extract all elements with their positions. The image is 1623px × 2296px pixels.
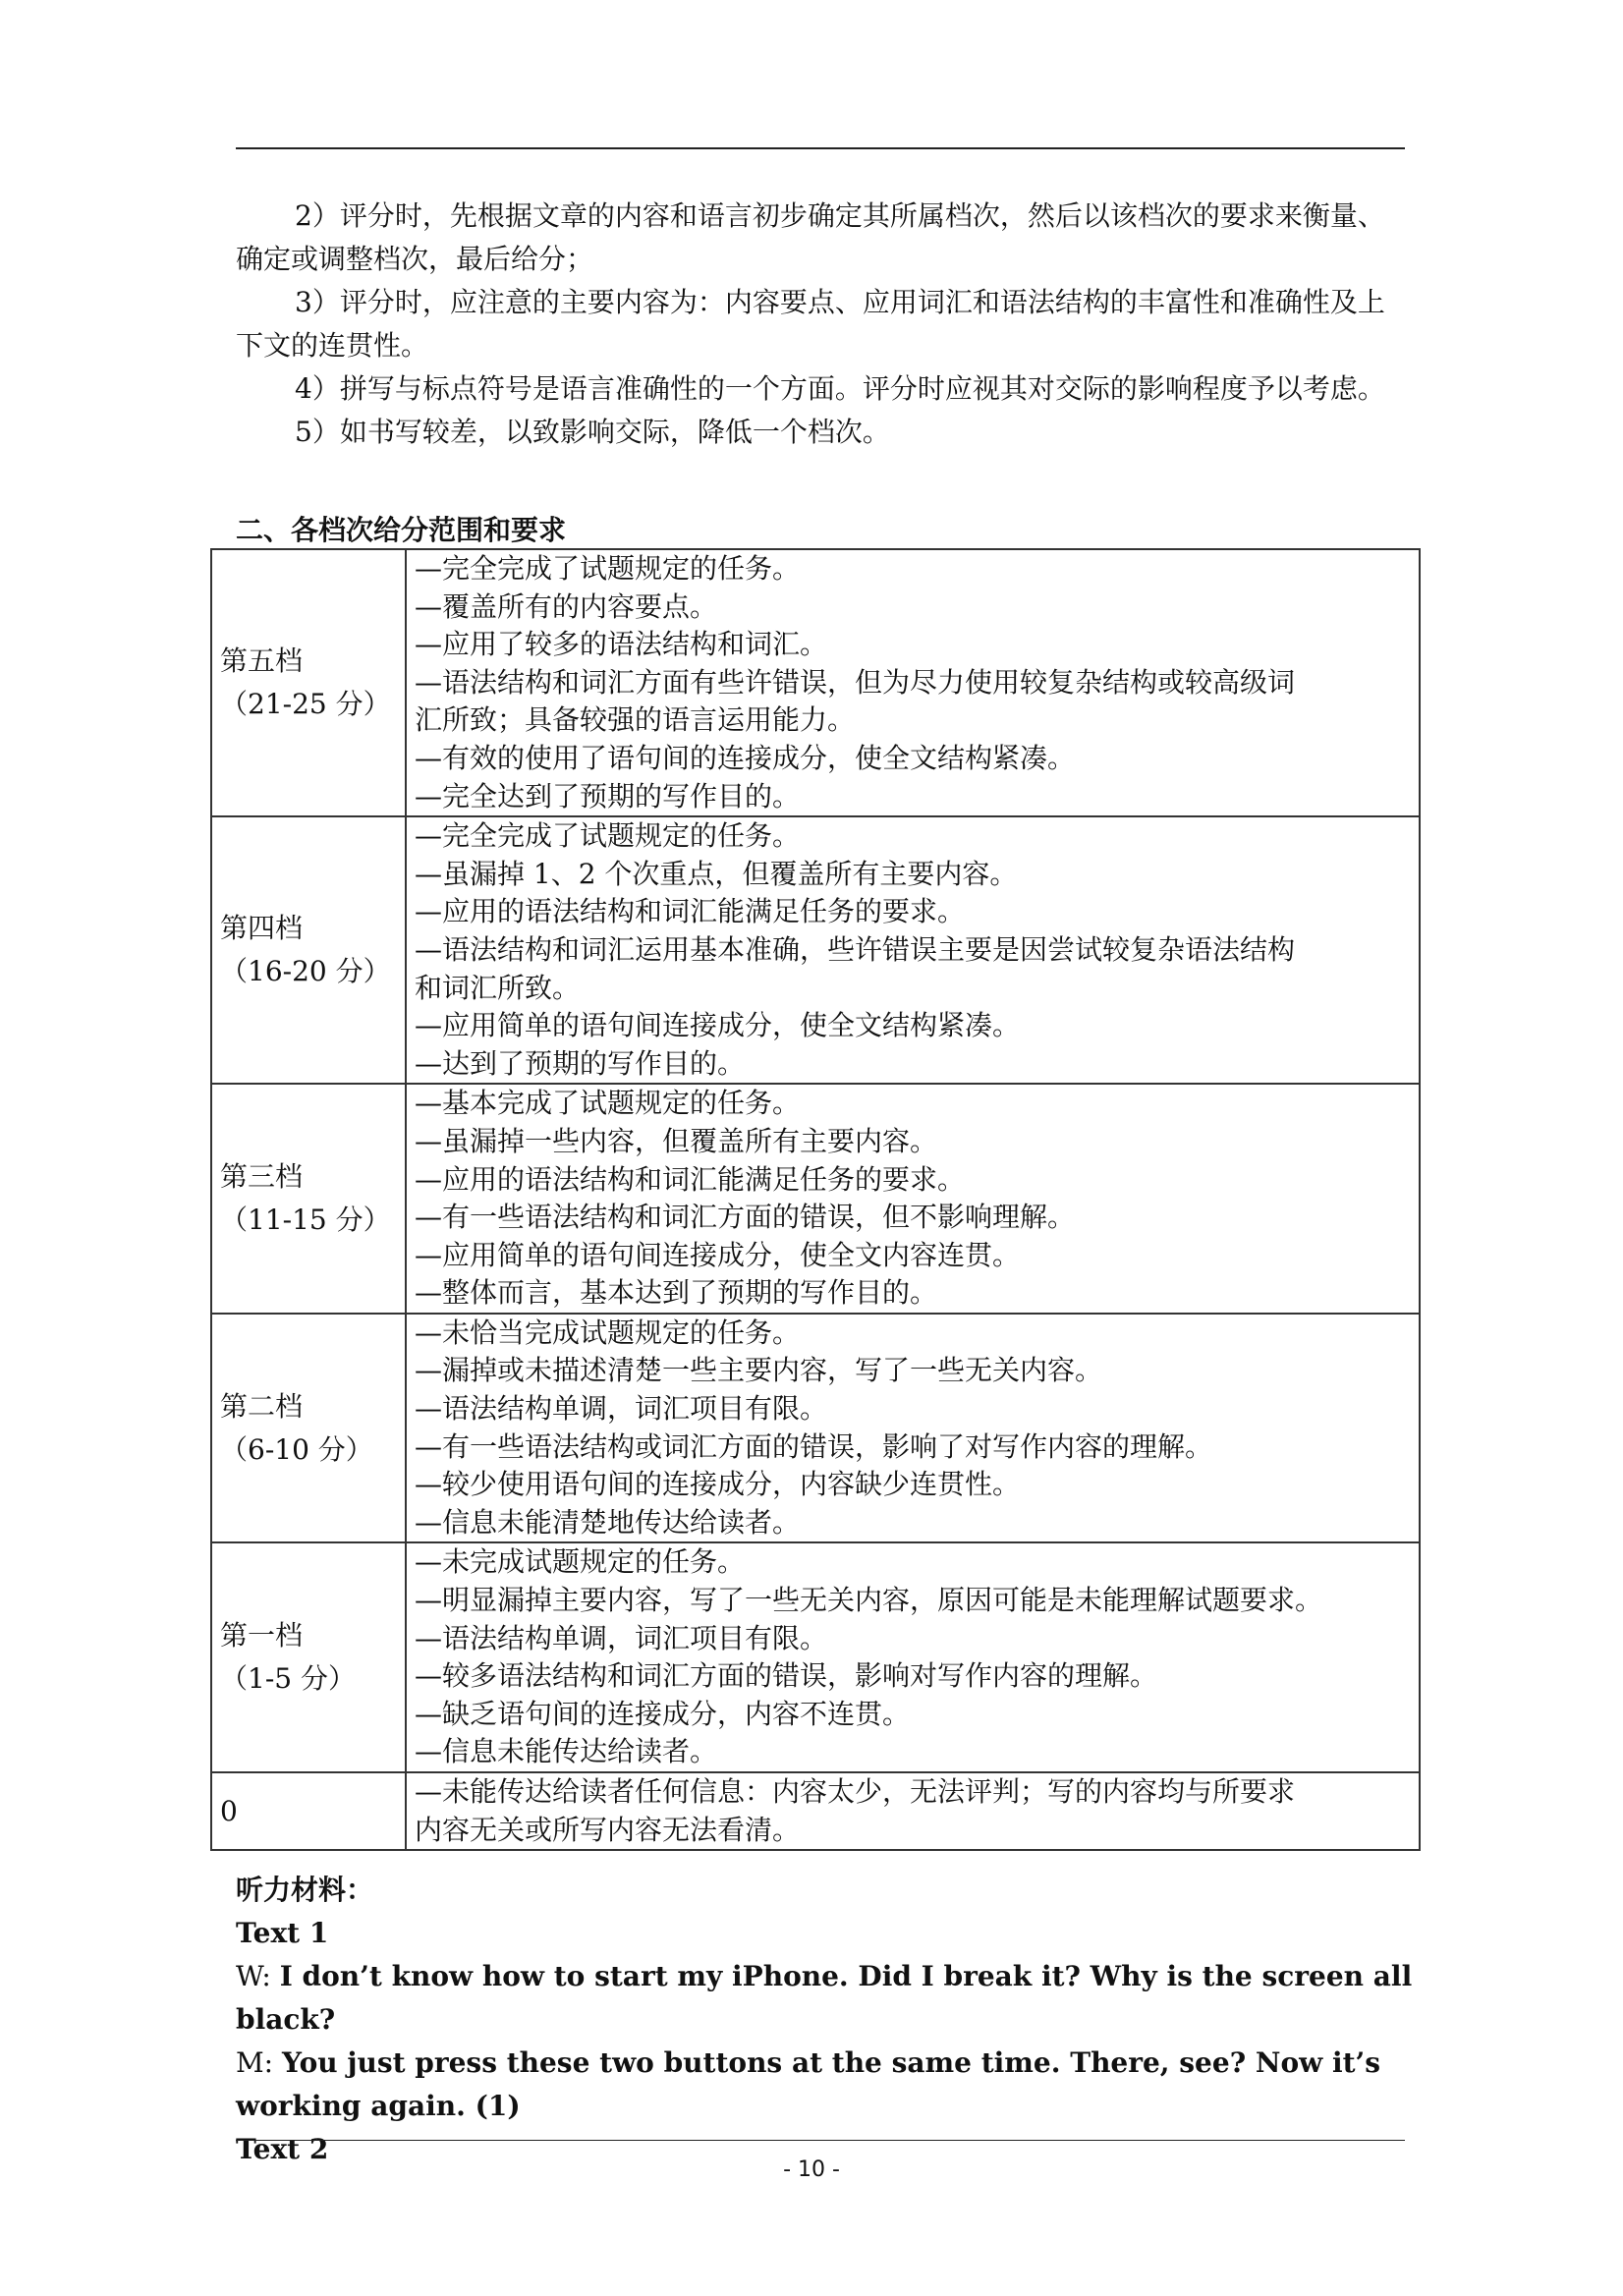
grade-row xyxy=(211,1314,1420,1543)
grade-level: 第四档 xyxy=(220,912,304,945)
grade-level-cell xyxy=(211,816,406,1084)
header-rule xyxy=(236,147,1405,149)
grade-row xyxy=(211,1084,1420,1314)
criteria-line: —应用的语法结构和词汇能满足任务的要求。 xyxy=(415,895,966,928)
criteria-line: —未恰当完成试题规定的任务。 xyxy=(415,1316,801,1349)
dialogue-line-m xyxy=(236,2042,1415,2128)
criteria-line: 和词汇所致。 xyxy=(415,971,581,1004)
criteria-line: —语法结构和词汇运用基本准确，些许错误主要是因尝试较复杂语法结构 xyxy=(415,932,1296,966)
grade-criteria-cell xyxy=(406,549,1420,816)
page-number: - 10 - xyxy=(783,2157,840,2182)
scoring-rules xyxy=(236,195,1405,454)
rule-5: 5）如书写较差，以致影响交际，降低一个档次。 xyxy=(295,416,890,448)
line-m-text: You just press these two buttons at the same time. There, see? Now it’s working again. (1) xyxy=(236,2046,1381,2122)
grade-level-cell xyxy=(211,1542,406,1772)
criteria-line: —信息未能传达给读者。 xyxy=(415,1735,718,1768)
criteria-line: —有一些语法结构或词汇方面的错误，影响了对写作内容的理解。 xyxy=(415,1429,1213,1463)
line-w-text: I don’t know how to start my iPhone. Did I break it? Why is the screen all black? xyxy=(236,1960,1413,2036)
footer-rule xyxy=(236,2140,1405,2141)
grade-range: （21-25 分） xyxy=(220,688,391,721)
criteria-line: —语法结构单调，词汇项目有限。 xyxy=(415,1392,828,1426)
criteria-line: —达到了预期的写作目的。 xyxy=(415,1046,746,1080)
rule-4: 4）拼写与标点符号是语言准确性的一个方面。评分时应视其对交际的影响程度予以考虑。 xyxy=(295,372,1385,405)
grade-level: 第五档 xyxy=(220,644,304,678)
grade-level-cell xyxy=(211,549,406,816)
criteria-line: —完全完成了试题规定的任务。 xyxy=(415,552,801,585)
criteria-line: —基本完成了试题规定的任务。 xyxy=(415,1087,801,1120)
grade-criteria-cell xyxy=(406,1772,1420,1850)
grade-level: 0 xyxy=(220,1794,238,1827)
criteria-line: 汇所致；具备较强的语言运用能力。 xyxy=(415,703,856,737)
dialogue-line-w xyxy=(236,1955,1415,2042)
criteria-line: —漏掉或未描述清楚一些主要内容，写了一些无关内容。 xyxy=(415,1354,1103,1387)
criteria-line: —应用的语法结构和词汇能满足任务的要求。 xyxy=(415,1162,966,1196)
grade-row xyxy=(211,816,1420,1084)
grade-level: 第二档 xyxy=(220,1389,304,1423)
criteria-line: —应用简单的语句间连接成分，使全文结构紧凑。 xyxy=(415,1009,1021,1042)
grade-criteria-cell xyxy=(406,816,1420,1084)
criteria-line: —应用简单的语句间连接成分，使全文内容连贯。 xyxy=(415,1238,1021,1271)
criteria-line: —虽漏掉一些内容，但覆盖所有主要内容。 xyxy=(415,1124,938,1157)
text1-label: Text 1 xyxy=(236,1917,329,1949)
grade-level: 第一档 xyxy=(220,1619,304,1652)
criteria-line: —有效的使用了语句间的连接成分，使全文结构紧凑。 xyxy=(415,741,1076,774)
criteria-line: —明显漏掉主要内容，写了一些无关内容，原因可能是未能理解试题要求。 xyxy=(415,1584,1323,1617)
grade-criteria-cell xyxy=(406,1542,1420,1772)
grade-table xyxy=(210,548,1421,1851)
grade-level-cell xyxy=(211,1772,406,1850)
criteria-line: —完全达到了预期的写作目的。 xyxy=(415,779,801,812)
grade-row xyxy=(211,549,1420,816)
criteria-line: —缺乏语句间的连接成分，内容不连贯。 xyxy=(415,1697,911,1730)
criteria-line: 内容无关或所写内容无法看清。 xyxy=(415,1813,801,1846)
grade-row xyxy=(211,1772,1420,1850)
grade-range: （11-15 分） xyxy=(220,1204,391,1237)
criteria-line: —应用了较多的语法结构和词汇。 xyxy=(415,628,828,661)
criteria-line: —整体而言，基本达到了预期的写作目的。 xyxy=(415,1276,938,1310)
grade-row xyxy=(211,1542,1420,1772)
criteria-line: —覆盖所有的内容要点。 xyxy=(415,589,718,623)
criteria-line: —较多语法结构和词汇方面的错误，影响对写作内容的理解。 xyxy=(415,1659,1158,1693)
grade-range: （16-20 分） xyxy=(220,955,391,988)
criteria-line: —未能传达给读者任何信息：内容太少，无法评判；写的内容均与所要求 xyxy=(415,1775,1296,1808)
listening-material xyxy=(236,1869,1415,2171)
text2-label: Text 2 xyxy=(236,2133,329,2165)
criteria-line: —未完成试题规定的任务。 xyxy=(415,1545,746,1579)
rule-2: 2）评分时，先根据文章的内容和语言初步确定其所属档次，然后以该档次的要求来衡量、确定或调整档次，最后给分； xyxy=(236,199,1385,275)
listening-heading: 听力材料： xyxy=(236,1874,374,1906)
criteria-line: —虽漏掉 1、2 个次重点，但覆盖所有主要内容。 xyxy=(415,857,1018,890)
criteria-line: —信息未能清楚地传达给读者。 xyxy=(415,1505,801,1539)
criteria-line: —语法结构和词汇方面有些许错误，但为尽力使用较复杂结构或较高级词 xyxy=(415,665,1296,699)
grade-range: （1-5 分） xyxy=(220,1662,356,1696)
criteria-line: —完全完成了试题规定的任务。 xyxy=(415,819,801,853)
speaker-m: M: xyxy=(236,2046,274,2079)
grade-level: 第三档 xyxy=(220,1160,304,1194)
criteria-line: —有一些语法结构和词汇方面的错误，但不影响理解。 xyxy=(415,1201,1076,1234)
criteria-line: —语法结构单调，词汇项目有限。 xyxy=(415,1621,828,1654)
speaker-w: W: xyxy=(236,1960,271,1992)
grade-range: （6-10 分） xyxy=(220,1432,373,1466)
grade-criteria-cell xyxy=(406,1084,1420,1314)
grade-criteria-cell xyxy=(406,1314,1420,1543)
grade-level-cell xyxy=(211,1314,406,1543)
rule-3: 3）评分时，应注意的主要内容为：内容要点、应用词汇和语法结构的丰富性和准确性及上下文的连贯性。 xyxy=(236,286,1385,362)
criteria-line: —较少使用语句间的连接成分，内容缺少连贯性。 xyxy=(415,1468,1021,1501)
grade-level-cell xyxy=(211,1084,406,1314)
section-heading: 二、各档次给分范围和要求 xyxy=(236,514,567,546)
